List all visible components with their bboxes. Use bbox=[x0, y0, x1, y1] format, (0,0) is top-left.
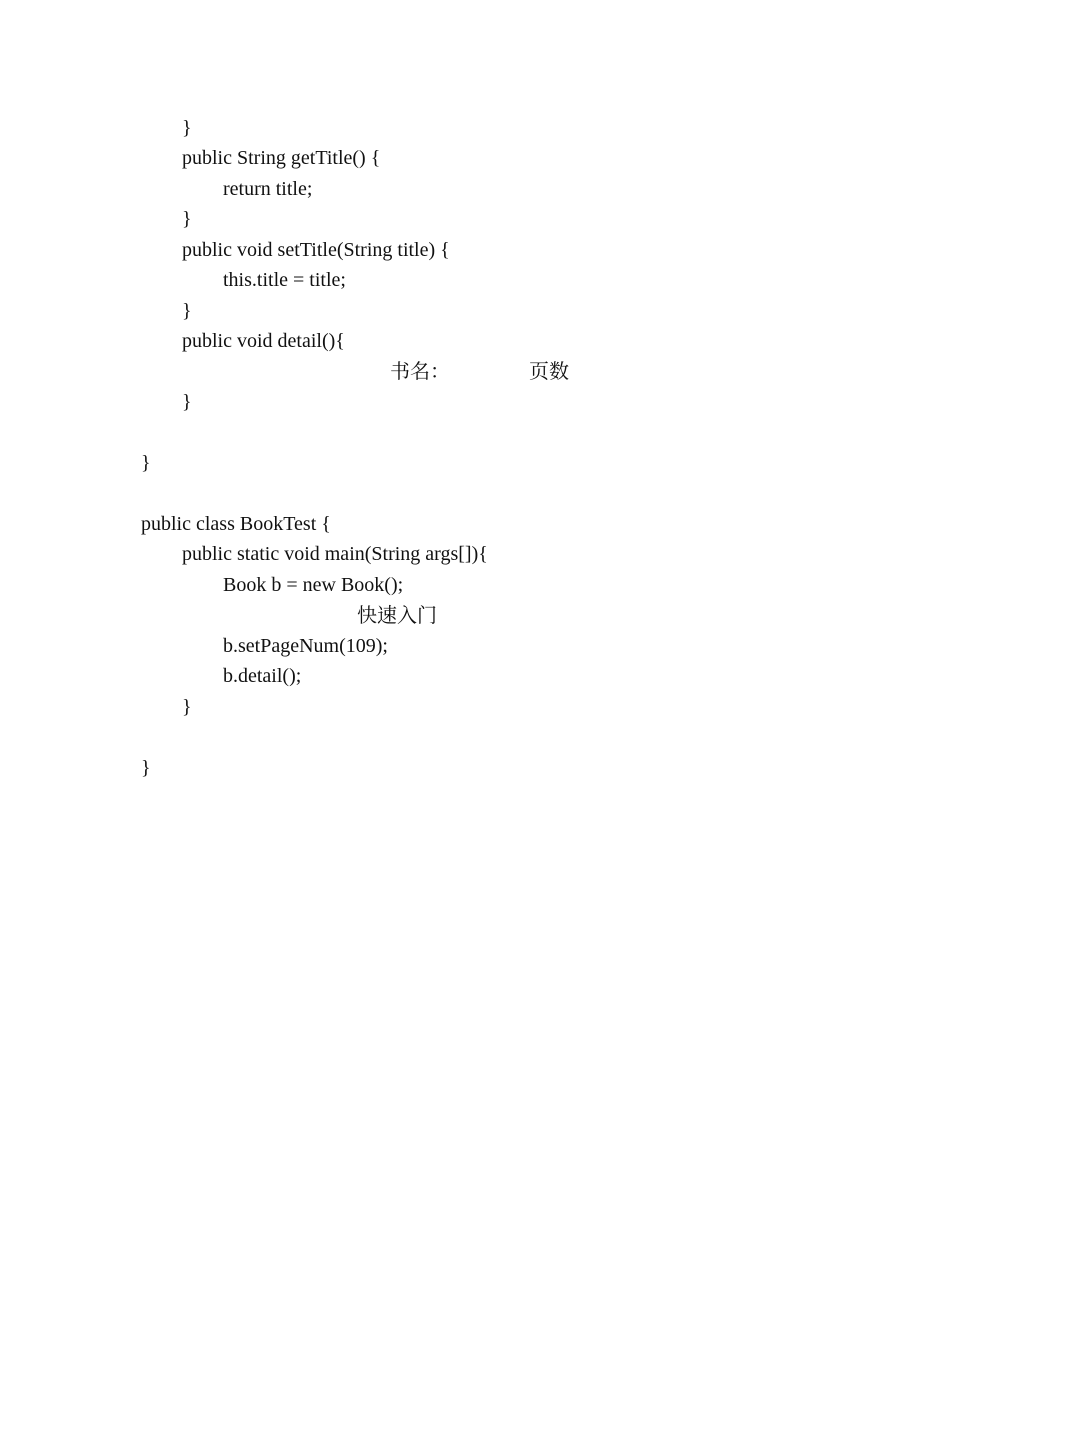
code-line-class-closing-brace: } bbox=[141, 452, 151, 474]
code-line-closing-brace: } bbox=[182, 208, 192, 230]
code-line-closing-brace: } bbox=[182, 117, 192, 139]
code-line-class-closing-brace: } bbox=[141, 757, 151, 779]
code-line-new-book: Book b = new Book(); bbox=[223, 574, 404, 596]
code-fragment-page-count-label: 页数 bbox=[529, 359, 569, 383]
code-fragment-quick-start: 快速入门 bbox=[357, 603, 437, 627]
code-line-get-title-signature: public String getTitle() { bbox=[182, 147, 381, 169]
code-line-booktest-class: public class BookTest { bbox=[141, 513, 331, 535]
code-line-return-title: return title; bbox=[223, 178, 313, 200]
code-line-detail-signature: public void detail(){ bbox=[182, 330, 345, 352]
code-line-set-title-signature: public void setTitle(String title) { bbox=[182, 239, 450, 261]
code-fragment-book-name-label: 书名： bbox=[390, 359, 450, 383]
code-line-closing-brace: } bbox=[182, 696, 192, 718]
code-line-set-page-num: b.setPageNum(109); bbox=[223, 635, 388, 657]
code-line-main-signature: public static void main(String args[]){ bbox=[182, 543, 488, 565]
code-line-closing-brace: } bbox=[182, 300, 192, 322]
code-line-assign-title: this.title = title; bbox=[223, 269, 346, 291]
code-line-detail-call: b.detail(); bbox=[223, 665, 302, 687]
code-line-closing-brace: } bbox=[182, 391, 192, 413]
